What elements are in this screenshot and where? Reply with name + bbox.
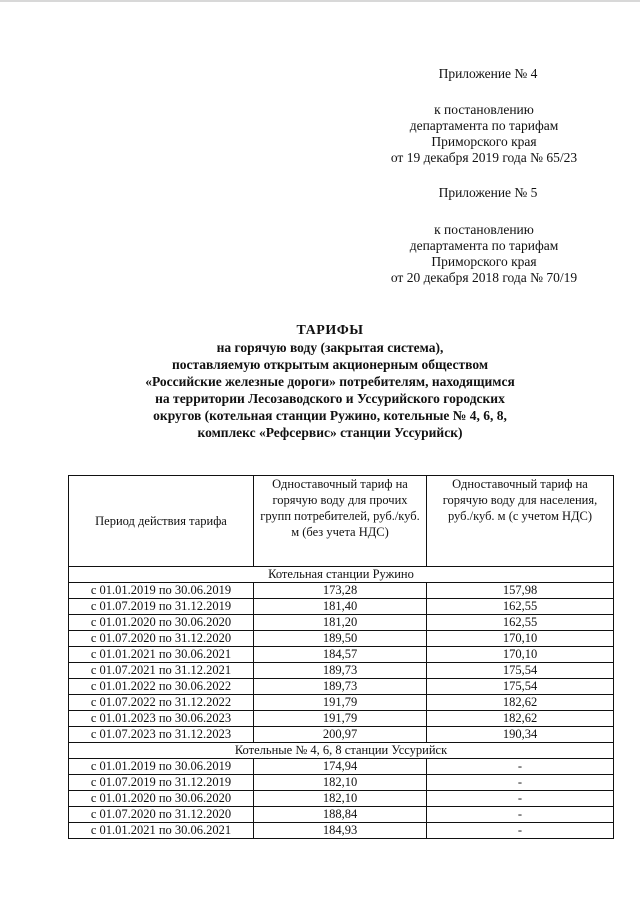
cell-population: -: [427, 807, 614, 823]
cell-other: 174,94: [254, 759, 427, 775]
cell-population: -: [427, 759, 614, 775]
decree-line: к постановлению: [434, 222, 534, 237]
table-row: [69, 679, 614, 695]
table-header-row: [69, 476, 614, 567]
cell-other: 189,73: [254, 679, 427, 695]
cell-population: 170,10: [427, 647, 614, 663]
cell-population: -: [427, 823, 614, 839]
heading-line: на территории Лесозаводского и Уссурийского городских: [155, 391, 505, 406]
table-row: [69, 663, 614, 679]
table-row: [69, 647, 614, 663]
heading-line: округов (котельная станции Ружино, котельные № 4, 6, 8,: [153, 408, 507, 423]
cell-population: 182,62: [427, 695, 614, 711]
decree-line: департамента по тарифам: [409, 118, 559, 133]
decree-line: к постановлению: [434, 102, 534, 117]
appendix-5-decree: [364, 222, 604, 286]
cell-period: с 01.07.2022 по 31.12.2022: [69, 695, 254, 711]
cell-other: 188,84: [254, 807, 427, 823]
cell-other: 182,10: [254, 791, 427, 807]
cell-other: 189,50: [254, 631, 427, 647]
cell-period: с 01.01.2019 по 30.06.2019: [69, 759, 254, 775]
cell-period: с 01.01.2020 по 30.06.2020: [69, 791, 254, 807]
table-row: [69, 583, 614, 599]
section-row: [69, 567, 614, 583]
decree-line: Приморского края: [431, 134, 537, 149]
appendix-4-title: Приложение № 4: [438, 66, 538, 81]
table-row: [69, 615, 614, 631]
table-row: [69, 791, 614, 807]
table-row: [69, 823, 614, 839]
cell-period: с 01.01.2020 по 30.06.2020: [69, 615, 254, 631]
header-tariff-other: Одноставочный тариф на горячую воду для прочих групп потребителей, руб./куб. м (без учета НДС): [254, 476, 427, 567]
cell-population: 175,54: [427, 679, 614, 695]
cell-period: с 01.01.2023 по 30.06.2023: [69, 711, 254, 727]
table-row: [69, 599, 614, 615]
cell-other: 182,10: [254, 775, 427, 791]
table-row: [69, 711, 614, 727]
cell-period: с 01.07.2020 по 31.12.2020: [69, 807, 254, 823]
cell-population: 170,10: [427, 631, 614, 647]
decree-line: Приморского края: [431, 254, 537, 269]
cell-other: 184,93: [254, 823, 427, 839]
section-row: [69, 743, 614, 759]
cell-period: с 01.01.2021 по 30.06.2021: [69, 823, 254, 839]
header-period: Период действия тарифа: [69, 476, 254, 567]
appendix-4-decree: [364, 102, 604, 166]
section-title: Котельные № 4, 6, 8 станции Уссурийск: [69, 743, 614, 759]
cell-period: с 01.01.2019 по 30.06.2019: [69, 583, 254, 599]
cell-population: 190,34: [427, 727, 614, 743]
cell-other: 200,97: [254, 727, 427, 743]
heading-line: комплекс «Рефсервис» станции Уссурийск): [197, 425, 463, 440]
table-row: [69, 695, 614, 711]
cell-period: с 01.07.2019 по 31.12.2019: [69, 599, 254, 615]
cell-other: 191,79: [254, 695, 427, 711]
table-row: [69, 631, 614, 647]
heading-title: ТАРИФЫ: [296, 323, 364, 338]
cell-population: 162,55: [427, 599, 614, 615]
document-heading: [90, 322, 570, 441]
cell-other: 184,57: [254, 647, 427, 663]
cell-population: 162,55: [427, 615, 614, 631]
table-row: [69, 775, 614, 791]
cell-population: -: [427, 775, 614, 791]
section-title: Котельная станции Ружино: [69, 567, 614, 583]
heading-line: поставляемую открытым акционерным обществом: [171, 357, 489, 372]
cell-period: с 01.07.2023 по 31.12.2023: [69, 727, 254, 743]
decree-line: от 20 декабря 2018 года № 70/19: [390, 270, 578, 285]
heading-line: «Российские железные дороги» потребителям, находящимся: [145, 374, 515, 389]
appendix-5-title: Приложение № 5: [438, 185, 538, 200]
table-row: [69, 727, 614, 743]
scan-edge: [0, 0, 640, 2]
cell-other: 181,40: [254, 599, 427, 615]
cell-other: 173,28: [254, 583, 427, 599]
cell-period: с 01.01.2021 по 30.06.2021: [69, 647, 254, 663]
cell-other: 181,20: [254, 615, 427, 631]
cell-period: с 01.07.2021 по 31.12.2021: [69, 663, 254, 679]
decree-line: от 19 декабря 2019 года № 65/23: [390, 150, 578, 165]
cell-population: 182,62: [427, 711, 614, 727]
tariff-table: [68, 475, 614, 839]
cell-population: -: [427, 791, 614, 807]
table-row: [69, 759, 614, 775]
cell-period: с 01.01.2022 по 30.06.2022: [69, 679, 254, 695]
cell-period: с 01.07.2019 по 31.12.2019: [69, 775, 254, 791]
header-tariff-population: Одноставочный тариф на горячую воду для населения, руб./куб. м (с учетом НДС): [427, 476, 614, 567]
cell-population: 157,98: [427, 583, 614, 599]
cell-period: с 01.07.2020 по 31.12.2020: [69, 631, 254, 647]
cell-population: 175,54: [427, 663, 614, 679]
table-row: [69, 807, 614, 823]
heading-line: на горячую воду (закрытая система),: [216, 340, 444, 355]
cell-other: 189,73: [254, 663, 427, 679]
decree-line: департамента по тарифам: [409, 238, 559, 253]
cell-other: 191,79: [254, 711, 427, 727]
